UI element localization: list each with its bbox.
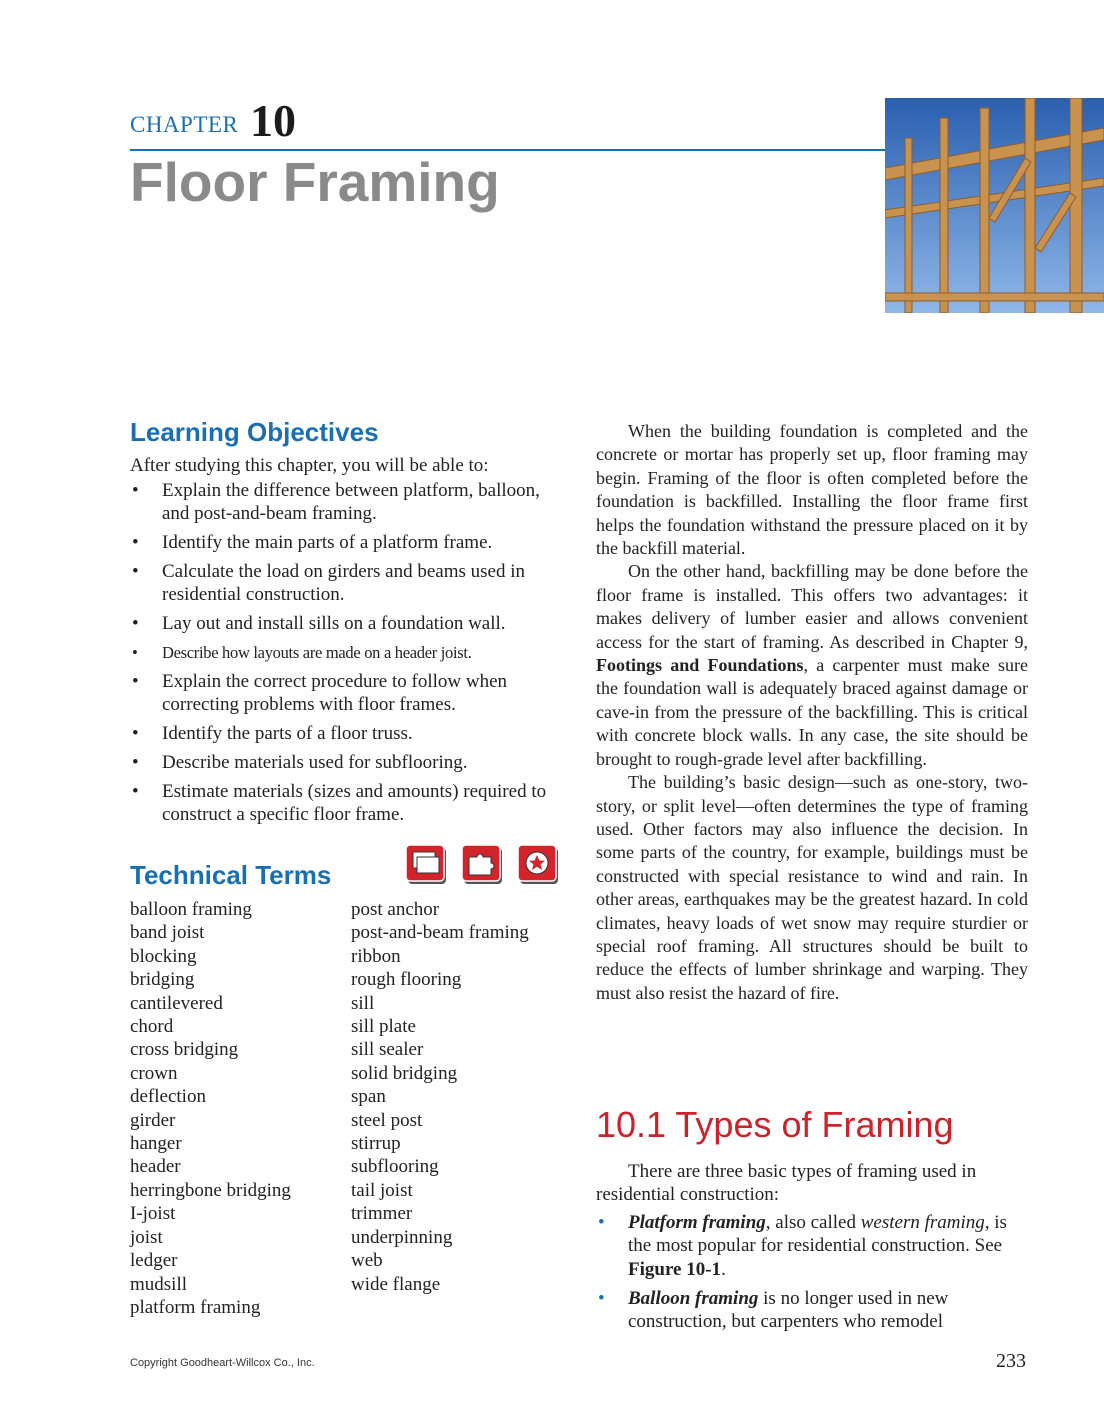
page-number: 233: [996, 1350, 1026, 1372]
windows-icon[interactable]: [405, 843, 449, 887]
chapter-reference: Footings and Foundations: [596, 655, 804, 676]
term-item: cross bridging: [130, 1039, 239, 1061]
framing-photo: [885, 98, 1104, 313]
framing-type-item: [596, 1287, 1028, 1334]
term-platform-framing: Platform framing: [628, 1211, 766, 1233]
objective-item: • Calculate the load on girders and beams used in residential construction.: [130, 560, 570, 606]
term-item: trimmer: [351, 1203, 413, 1225]
terms-heading: Technical Terms: [130, 860, 332, 890]
term-item: cantilevered: [130, 992, 223, 1014]
copyright-notice: Copyright Goodheart-Willcox Co., Inc.: [130, 1357, 315, 1369]
term-item: hanger: [130, 1133, 182, 1155]
term-item: sill plate: [351, 1016, 416, 1038]
objective-item: • Lay out and install sills on a foundation wall.: [130, 612, 570, 635]
objective-item: • Estimate materials (sizes and amounts) required to construct a specific floor frame.: [130, 780, 570, 826]
text-run: .: [721, 1258, 726, 1280]
puzzle-icon[interactable]: [461, 843, 505, 887]
term-item: sill sealer: [351, 1039, 424, 1061]
objectives-heading: Learning Objectives: [130, 417, 379, 447]
intro-text: [596, 420, 1028, 1005]
term-item: rough flooring: [351, 969, 462, 991]
term-balloon-framing: Balloon framing: [628, 1288, 759, 1310]
term-item: girder: [130, 1109, 176, 1131]
term-item: subflooring: [351, 1156, 439, 1178]
term-item: span: [351, 1086, 386, 1108]
term-item: post-and-beam framing: [351, 922, 529, 944]
objective-item: • Identify the main parts of a platform frame.: [130, 531, 570, 554]
term-item: underpinning: [351, 1226, 453, 1248]
text-run: is no longer used in new construction, but carpenters who remodel: [628, 1288, 949, 1333]
intro-paragraph-2: [596, 560, 1028, 771]
section-intro: There are three basic types of framing used in residential construction:: [596, 1161, 977, 1206]
term-item: blocking: [130, 945, 197, 967]
chapter-number: 10: [250, 95, 296, 146]
term-item: wide flange: [351, 1273, 441, 1295]
term-item: header: [130, 1156, 181, 1178]
intro-paragraph-3: The building’s basic design—such as one-story, two-story, or split level—often determines the type of framing used. Other factors may also influence the decision. In some parts of the country, for example, buildings must be constructed with special resistance to wind and rain. In other areas, earthquakes may be the greatest hazard. In cold climates, heavy loads of wet snow may require sturdier or special roof framing. All structures should be built to reduce the effects of lumber shrinkage and warping. They must also resist the hazard of fire.: [596, 772, 1028, 1003]
term-item: herringbone bridging: [130, 1179, 291, 1201]
section-body: [596, 1160, 1028, 1340]
objectives-intro: After studying this chapter, you will be able to:: [130, 455, 489, 476]
term-item: post anchor: [351, 899, 440, 920]
intro-text-run: , a carpenter must make sure the foundation wall is adequately braced against damage or cave-in from the pressure of the backfilling. This is critical with concrete block walls. In any case, the site should be brought to rough-grade level after backfilling.: [596, 655, 1028, 769]
term-item: ledger: [130, 1250, 178, 1272]
intro-text-run: On the other hand, backfilling may be done before the floor frame is installed. This offers two advantages: it makes delivery of lumber easier and allows convenient access for the start of framing. As described in Chapter 9,: [596, 561, 1028, 652]
objectives-list: [130, 479, 570, 832]
text-run: , is the most popular for residential construction. See: [628, 1211, 1007, 1257]
term-item: bridging: [130, 969, 195, 991]
term-item: deflection: [130, 1086, 206, 1108]
term-item: stirrup: [351, 1133, 401, 1155]
term-item: tail joist: [351, 1179, 413, 1201]
term-item: solid bridging: [351, 1062, 458, 1084]
terms-column-1: [130, 898, 291, 1319]
objective-item: • Describe how layouts are made on a header joist.: [130, 641, 570, 664]
objective-item: • Identify the parts of a floor truss.: [130, 722, 570, 745]
intro-paragraph-1: When the building foundation is completed and the concrete or mortar has properly set up, floor framing may begin. Framing of the floor is often completed before the foundation is backfilled. Installing the floor frame first helps the foundation withstand the pressure placed on it by the backfill material.: [596, 421, 1028, 559]
term-item: I-joist: [130, 1203, 176, 1225]
text-run: , also called: [765, 1211, 861, 1233]
term-item: joist: [130, 1226, 163, 1248]
term-item: platform framing: [130, 1296, 261, 1318]
term-item: balloon framing: [130, 899, 252, 920]
objective-item: • Explain the correct procedure to follow when correcting problems with floor frames.: [130, 670, 570, 716]
term-item: sill: [351, 992, 375, 1014]
term-item: band joist: [130, 922, 205, 944]
term-item: chord: [130, 1016, 174, 1038]
section-heading: 10.1 Types of Framing: [596, 1104, 954, 1145]
term-item: crown: [130, 1062, 178, 1084]
chapter-label: CHAPTER: [130, 112, 239, 137]
term-item: mudsill: [130, 1273, 188, 1295]
term-western-framing: western framing: [860, 1211, 985, 1233]
objective-item: • Describe materials used for subflooring.: [130, 751, 570, 774]
framing-types-list: [596, 1211, 1028, 1334]
term-item: ribbon: [351, 945, 401, 967]
terms-column-2: [351, 898, 529, 1296]
chapter-title: Floor Framing: [130, 151, 500, 213]
star-badge-icon[interactable]: [517, 843, 561, 887]
term-item: steel post: [351, 1109, 423, 1131]
figure-reference: Figure 10-1: [628, 1258, 722, 1280]
framing-type-item: [596, 1211, 1028, 1281]
objective-item: • Explain the difference between platform, balloon, and post-and-beam framing.: [130, 479, 570, 525]
term-item: web: [351, 1250, 383, 1272]
